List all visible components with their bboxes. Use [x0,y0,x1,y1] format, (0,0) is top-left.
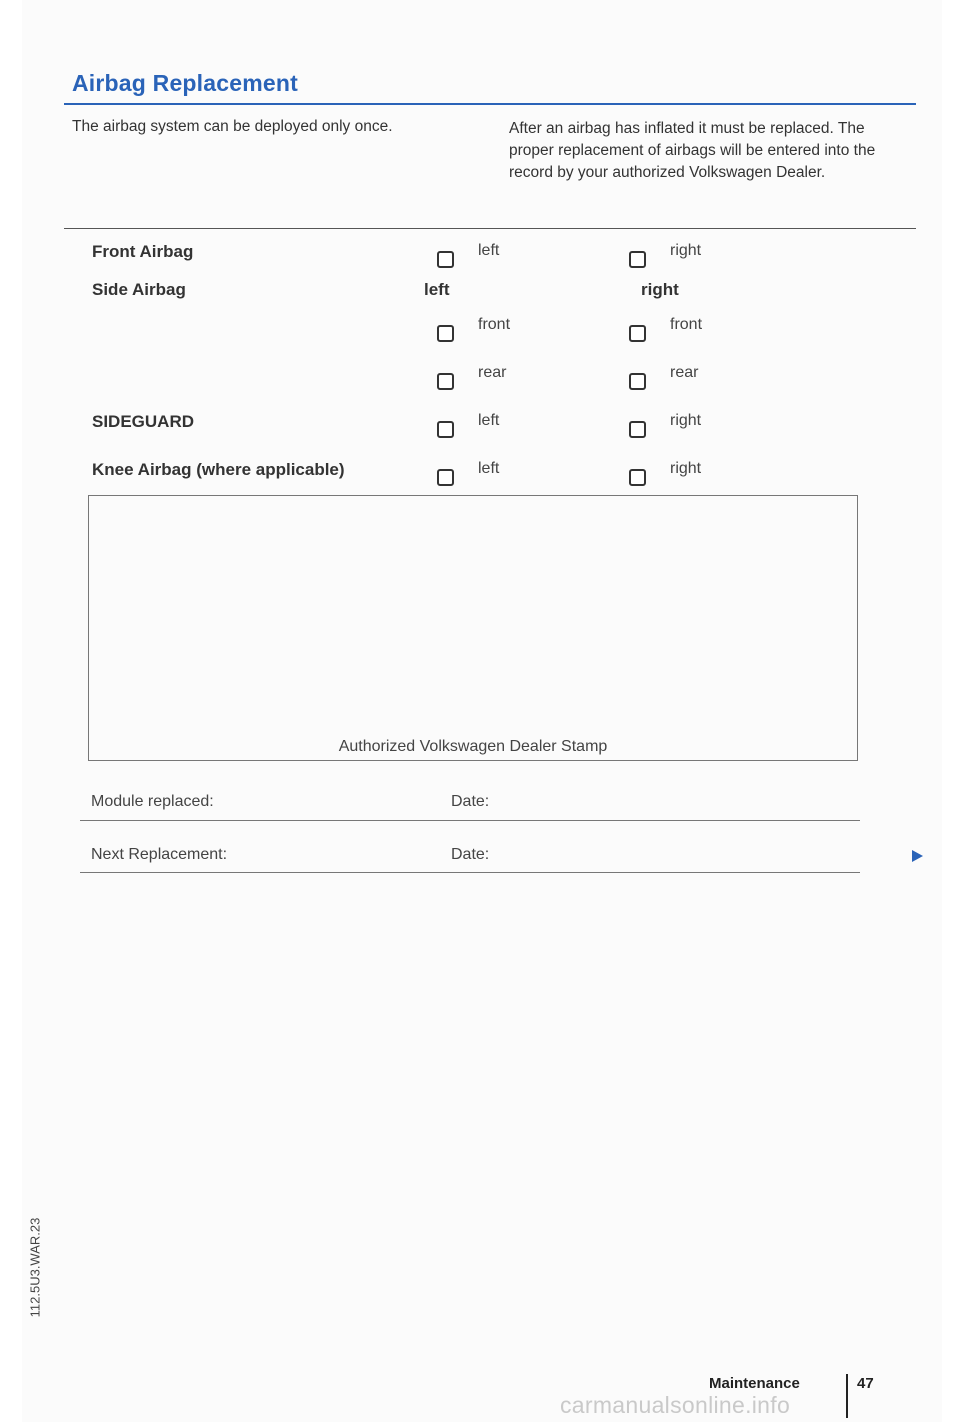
side-airbag-left-front-label: front [478,316,511,333]
dealer-stamp-label: Authorized Volkswagen Dealer Stamp [338,738,608,755]
side-airbag-right-front-option[interactable] [629,316,702,342]
sideguard-right-label: right [670,412,702,429]
sideguard-left-label: left [478,412,500,429]
side-airbag-right-front-checkbox[interactable] [629,325,646,342]
sideguard-right-checkbox[interactable] [629,421,646,438]
side-airbag-right-rear-label: rear [670,364,699,381]
page-title: Airbag Replacement [72,70,298,96]
knee-airbag-right-label: right [670,460,702,477]
intro-right-text: After an airbag has inflated it must be replaced. The proper replacement of airbags will be entered into the record by your authorized Volkswagen Dealer. [509,120,876,181]
sideguard-label: SIDEGUARD [92,412,195,431]
module-date-label: Date: [451,793,490,810]
side-airbag-left-rear-checkbox[interactable] [437,373,454,390]
front-airbag-left-option[interactable] [437,242,499,268]
front-airbag-right-label: right [670,242,702,259]
section-divider [64,228,916,229]
title-divider [64,103,916,105]
next-replacement-line[interactable] [80,872,860,873]
sideguard-left-checkbox[interactable] [437,421,454,438]
side-airbag-label: Side Airbag [92,280,186,299]
sideguard-left-option[interactable] [437,412,499,438]
footer-section-title: Maintenance [709,1375,800,1392]
knee-airbag-left-checkbox[interactable] [437,469,454,486]
front-airbag-right-option[interactable] [629,242,701,268]
front-airbag-left-label: left [478,242,500,259]
front-airbag-label: Front Airbag [92,242,194,261]
side-airbag-left-front-option[interactable] [437,316,510,342]
dealer-stamp-box [88,495,858,761]
sideguard-right-option[interactable] [629,412,701,438]
knee-airbag-left-label: left [478,460,500,477]
next-page-arrow-icon [912,850,923,862]
watermark: carmanualsonline.info [560,1392,791,1418]
footer-separator [846,1374,848,1418]
side-airbag-right-heading: right [641,280,679,299]
intro-left-text: The airbag system can be deployed only once. [72,118,393,135]
next-date-label: Date: [451,846,490,863]
side-airbag-right-front-label: front [670,316,703,333]
knee-airbag-right-checkbox[interactable] [629,469,646,486]
knee-airbag-left-option[interactable] [437,460,499,486]
side-airbag-left-rear-label: rear [478,364,507,381]
next-replacement-label: Next Replacement: [91,846,228,863]
side-airbag-left-heading: left [424,280,450,299]
footer-page-number: 47 [857,1375,874,1392]
knee-airbag-label: Knee Airbag (where applicable) [92,460,345,479]
side-airbag-right-rear-option[interactable] [629,364,698,390]
side-airbag-right-rear-checkbox[interactable] [629,373,646,390]
front-airbag-left-checkbox[interactable] [437,251,454,268]
side-document-code: 112.5U3.WAR.23 [27,1217,43,1318]
knee-airbag-right-option[interactable] [629,460,701,486]
side-airbag-left-rear-option[interactable] [437,364,506,390]
module-replaced-label: Module replaced: [91,793,214,810]
front-airbag-right-checkbox[interactable] [629,251,646,268]
side-airbag-left-front-checkbox[interactable] [437,325,454,342]
module-replaced-line[interactable] [80,820,860,821]
